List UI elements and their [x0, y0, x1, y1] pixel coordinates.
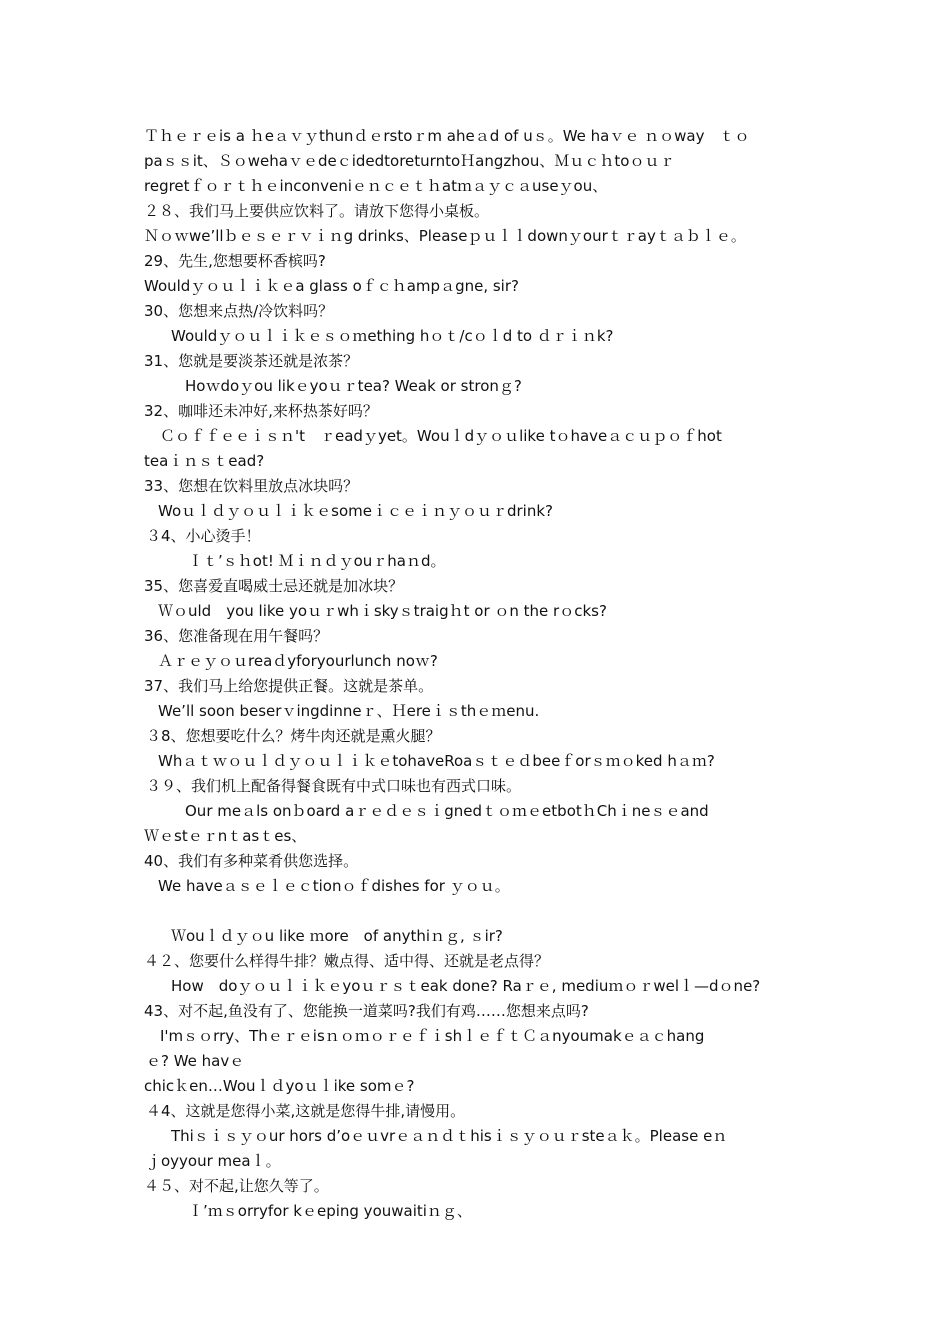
- text-line: Ｃｏｆｆｅｅｉｓｎ't ｒeadｙyet。Wouｌdｙｏｕlike tｏhaveａｃｕｐｏｆhot: [160, 427, 722, 445]
- text-line: WhａｔｗｏｕｌｄｙｏｕｌｉｋｅtohaveRoaｓｔｅｄbeeｆorｓｍｏked hａｍ?: [158, 752, 715, 770]
- text-line: ３8、您想要吃什么？烤牛肉还就是熏火腿？: [146, 727, 441, 745]
- text-line: Woｕｌｄｙｏｕｌｉｋｅsomeｉｃｅｉｎｙｏｕｒdrink?: [158, 502, 553, 520]
- text-line: 32、咖啡还未冲好,来杯热茶好吗？: [144, 402, 378, 420]
- text-line: ４２、您要什么样得牛排？嫩点得、适中得、还就是老点得？: [144, 952, 550, 970]
- text-line: ｅ? We havｅ: [146, 1052, 245, 1070]
- text-line: Ｔｈｅｒｅis a ｈeａｖｙthunｄｅrstoｒm aheａd of uｓ。We haｖｅ ｎｏway ｔｏ: [144, 127, 750, 145]
- text-line: regretｆｏｒｔｈｅinconveniｅｎｃｅｔｈatｍａｙｃａuseｙou、: [144, 177, 608, 195]
- text-line: Ｗouｌｄｙｏu like ｍore of anythiｎｇ, ｓir?: [171, 927, 503, 945]
- text-line: ｊoyyour meaｌ。: [146, 1152, 281, 1170]
- text-line: We’ll soon beserｖingdinneｒ、Ｈereｉｓthｅｍenu.: [158, 702, 540, 720]
- text-line: teaｉｎｓｔead?: [144, 452, 265, 470]
- text-line: Ｗｅstｅｒnｔasｔes、: [144, 827, 307, 845]
- text-line: 31、您就是要淡茶还就是浓茶？: [144, 352, 359, 370]
- text-line: 36、您准备现在用午餐吗？: [144, 627, 329, 645]
- text-line: Thiｓｉｓｙｏur hors d’oｅｕvrｅａｎｄｔhisｉｓｙｏｕｒsteａｋ。Please eｎ: [171, 1127, 728, 1145]
- text-line: 33、您想在饮料里放点冰块吗？: [144, 477, 359, 495]
- text-line: Ａｒｅｙｏｕreaｄyforyourlunch noｗ?: [158, 652, 438, 670]
- text-line: 29、先生,您想要杯香槟吗?: [144, 252, 326, 270]
- text-line: ２８、我们马上要供应饮料了。请放下您得小桌板。: [144, 202, 490, 220]
- text-line: chicｋen…Wouｌｄyoｕｌike somｅ?: [144, 1077, 415, 1095]
- text-line: Ｉｔ’ｓｈot! Ｍｉｎｄｙouｒhaｎd。: [188, 552, 446, 570]
- text-line: ３4、小心烫手！: [146, 527, 261, 545]
- text-line: Ｉ’ｍｓorryfor kｅeping youwaitiｎｇ、: [188, 1202, 472, 1220]
- text-line: 30、您想来点热/冷饮料吗？: [144, 302, 334, 320]
- text-line: Wouldｙｏｕｌｉｋｅa glass oｆｃｈampａgne, sir?: [144, 277, 519, 295]
- text-line: Wouldｙｏｕｌｉｋｅｓｏｍething hｏｔ/cｏｌd to ｄｒｉｎk?: [171, 327, 614, 345]
- text-line: Hoｗdoｙou likｅyoｕｒtea? Weak or stronｇ?: [185, 377, 522, 395]
- text-line: We haveａｓｅｌｅｃtionｏｆdishes for ｙｏｕ。: [158, 877, 510, 895]
- text-line: 43、对不起,鱼没有了、您能换一道菜吗?我们有鸡……您想来点吗?: [144, 1002, 589, 1020]
- text-line: ４4、这就是您得小菜,这就是您得牛排,请慢用。: [146, 1102, 466, 1120]
- text-line: Ｎｏｗwe’llｂｅｓｅｒｖｉｎg drinks、Pleaseｐｕｌｌdownｙourｔｒayｔａｂｌｅ。: [144, 227, 746, 245]
- text-line: Our meａls onｂoard aｒｅｄｅｓｉgnedｔｏｍｅetbotｈChｉneｓｅand: [185, 802, 709, 820]
- text-line: paｓｓit、ＳｏwehaｖｅdeｃidedtoreturntoＨangzhou、Ｍｕｃｈtoｏｕｒ: [144, 152, 675, 170]
- text-line: Ｗｏuld you like yoｕｒwhｉskyｓtraigｈt or ｏn the rｏcks?: [158, 602, 607, 620]
- text-line: 37、我们马上给您提供正餐。这就是茶单。: [144, 677, 434, 695]
- text-line: How doｙｏｕｌｉｋｅyoｕｒｓｔeak done? Raｒｅ, mediuｍｏｒwelｌ—dｏne?: [171, 977, 761, 995]
- text-line: I'mｓｏrry、ThｅｒｅisｎｏｍｏｒｅｆｉshｌｅｆｔＣａnyoumakｅａｃhang: [160, 1027, 705, 1045]
- text-line: 40、我们有多种菜肴供您选择。: [144, 852, 359, 870]
- text-line: ４５、对不起,让您久等了。: [144, 1177, 329, 1195]
- text-line: 35、您喜爱直喝威士忌还就是加冰块？: [144, 577, 404, 595]
- text-line: ３９、我们机上配备得餐食既有中式口味也有西式口味。: [146, 777, 522, 795]
